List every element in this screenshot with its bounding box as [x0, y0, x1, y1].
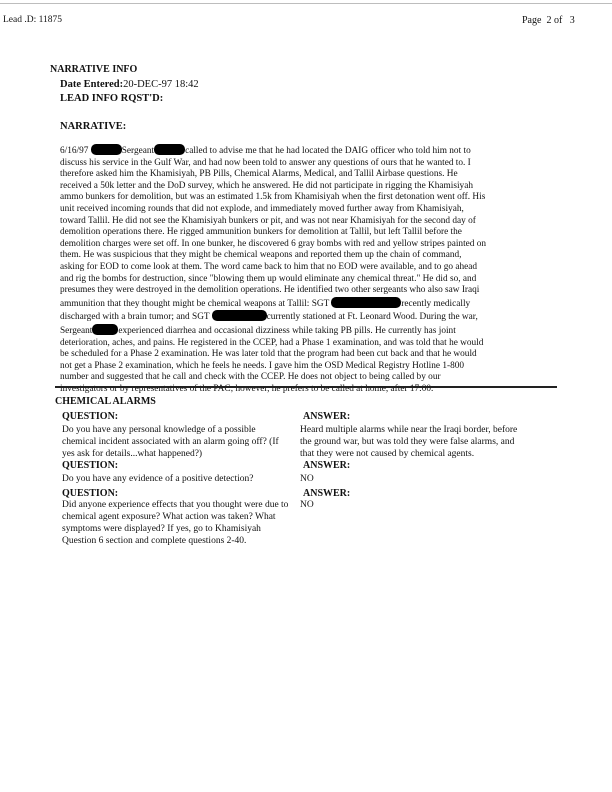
narrative-line: demolition operations there. He rigged ammunition bunkers for demolition at Tallil, but left Tallil before the	[60, 227, 462, 238]
narrative-line: ammo bunkers for demolition, but was an estimated 1.5k from Khamisiyah when the first detonation went off. His	[60, 192, 486, 203]
narrative-line: toward Tallil. He did not see the Khamisiyah bunkers or pit, and was not near Khamisiyah for the second day of	[60, 215, 476, 226]
redaction-block	[331, 297, 401, 308]
narrative-line: unit received incoming rounds that did not explode, and immediately moved further away from Khamisiyah,	[60, 203, 464, 214]
answer-label: ANSWER:	[303, 411, 351, 422]
narrative-line: them. He was suspicious that they might be chemical weapons and reported them up the chain of command,	[60, 250, 462, 261]
narrative-body	[60, 144, 546, 395]
lead-id: Lead .D: 11875	[3, 15, 63, 25]
narrative-line: investigators or by representatives of the PAC; however, he prefers to be called at home, after 17:00.	[60, 383, 434, 394]
page-total: 3	[569, 15, 575, 26]
date-entered-label: Date Entered:	[60, 79, 124, 90]
narrative-line: presumes they were destroyed in the demolition operations. He identified two other sergeants who also saw Iraqi	[60, 285, 480, 296]
question-label: QUESTION:	[62, 411, 119, 422]
narrative-line: discharged with a brain tumor; and SGT currently stationed at Ft. Leonard Wood. During the war,	[60, 312, 478, 323]
answer-text: Heard multiple alarms while near the Iraqi border, before the ground war, but was told they were false alarms, and that they were not caused by chemical agents.	[300, 425, 518, 459]
narrative-line: demolition charges were set off. In one bunker, he discovered 6 gray bombs with red and yellow stripes painted on	[60, 238, 487, 249]
date-entered-value: 20-DEC-97 18:42	[123, 79, 199, 90]
narrative-line: received a 50k letter and the DoD survey, which he answered. He did not participate in rigging the Khamisiyah	[60, 180, 473, 191]
page-label: Page	[522, 15, 542, 26]
narrative-line: therefore asked him the Khamisiyah, PB Pills, Chemical Alarms, Medical, and Tallil Airbase questions. He	[60, 169, 458, 180]
narrative-line: 6/16/97 Sergeant called to advise me that he had located the DAIG officer who told him not to	[60, 146, 471, 156]
lead-info-requested: LEAD INFO RQST'D:	[60, 93, 164, 104]
top-rule	[0, 3, 612, 4]
question-label: QUESTION:	[62, 460, 119, 471]
question-label: QUESTION:	[62, 488, 119, 499]
question-text: Did anyone experience effects that you thought were due to chemical agent exposure? What action was taken? What symptoms were displayed? If yes, go to Khamisiyah Question 6 section and complete questions 2-40.	[62, 500, 289, 546]
redaction-block	[154, 144, 185, 155]
narrative-line: deterioration, aches, and pains. He registered in the CCEP, had a Phase 1 examination, and was told that he would	[60, 337, 484, 348]
answer-text: NO	[300, 474, 314, 484]
answer-text: NO	[300, 500, 314, 510]
narrative-line: number and suggested that he call and check with the CCEP. He does not object to being called by our	[60, 372, 441, 383]
date-entered	[60, 79, 199, 90]
narrative-heading: NARRATIVE:	[60, 121, 127, 132]
narrative-info-heading: NARRATIVE INFO	[50, 64, 138, 75]
narrative-line: not get a Phase 2 examination, which he feels he needs. I gave him the OSD Medical Registry Hotline 1-800	[60, 360, 465, 371]
page-of: of	[553, 15, 563, 26]
chemical-alarms-heading: CHEMICAL ALARMS	[55, 396, 156, 407]
page-number	[522, 15, 575, 26]
narrative-line: asking for EOD to come look at them. The word came back to him that no EOD were available, and to go ahead	[60, 261, 478, 272]
narrative-line: discuss his service in the Gulf War, and had now been told to answer any questions of ours that he wanted to. I	[60, 157, 471, 168]
redaction-block	[91, 144, 122, 155]
question-text: Do you have any personal knowledge of a possible chemical incident associated with an alarm going off? (If yes ask for details...what happened?)	[62, 425, 279, 459]
narrative-line: ammunition that they thought might be chemical weapons at Tallil: SGT recently medically	[60, 298, 471, 309]
redaction-block	[212, 310, 267, 321]
answer-label: ANSWER:	[303, 460, 351, 471]
narrative-line: be scheduled for a Phase 2 examination. He was later told that the program had been cut back and that he would	[60, 349, 477, 360]
answer-label: ANSWER:	[303, 488, 351, 499]
section-divider	[55, 386, 557, 388]
narrative-line: Sergeant experienced diarrhea and occasional dizziness while taking PB pills. He currently has joint	[60, 325, 456, 336]
redaction-block	[92, 324, 118, 335]
page-current: 2	[546, 15, 552, 26]
question-text: Do you have any evidence of a positive detection?	[62, 474, 254, 484]
narrative-line: and rig the bombs for destruction, since "blowing them up would eliminate any chemical threat." He did so, and	[60, 273, 477, 284]
